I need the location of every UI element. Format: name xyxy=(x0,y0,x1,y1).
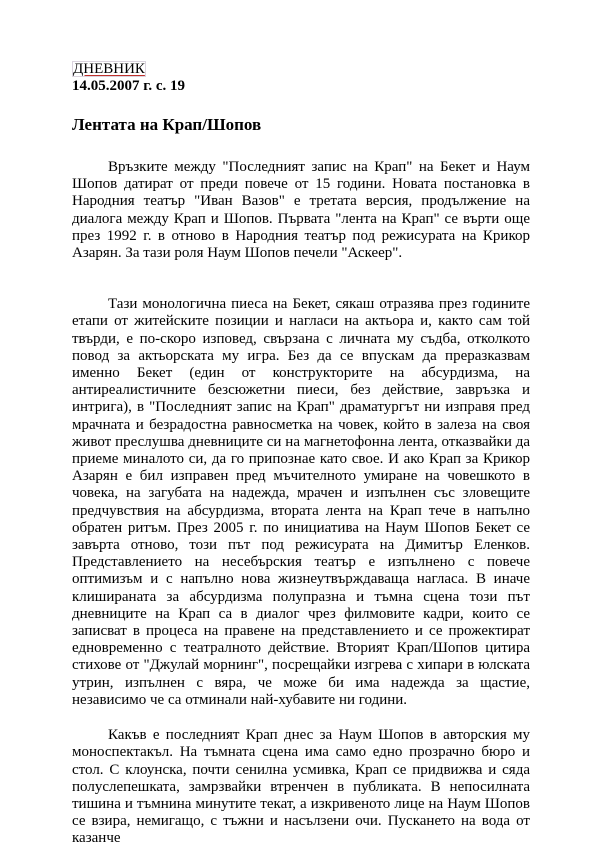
paragraph-3: Какъв е последният Крап днес за Наум Шопов в авторския му моноспектакъл. На тъмната сцена има само едно прозрачно бюро и стол. С клоунска, почти сенилна усмивка, Крап се придвижва и сяда полуслепешката, замрзвайки втренчен в публиката. В непосилната тишина и тъмнина минутите текат, а изкривеното лице на Наум Шопов се взира, немигащо, с тъжни и насълзени очи. Пускането на вода от казанче xyxy=(72,727,530,847)
document-page xyxy=(72,60,530,848)
source-name: ДНЕВНИК xyxy=(73,61,145,77)
dateline: 14.05.2007 г. с. 19 xyxy=(72,78,186,94)
paragraph-1: Връзките между "Последният запис на Крап" на Бекет и Наум Шопов датират от преди повече от 15 години. Новата постановка в Народния театър "Иван Вазов" е третата версия, продължение на диалога между Крап и Шопов. Първата "лента на Крап" се върти още през 1992 г. в отново в Народния театър под режисурата на Крикор Азарян. За тази роля Наум Шопов печели "Аскеер". xyxy=(72,159,530,262)
article-title: Лентата на Крап/Шопов xyxy=(72,115,262,134)
paragraph-2: Тази монологична пиеса на Бекет, сякаш отразява през годините етапи от житейските позиции и нагласи на актьора и, както сам той твърди, е по-скоро изповед, свързана с личната му съдба, отколкото повод за актьорската му игра. Без да се впускам да преразказвам именно Бекет (един от конструкторите на абсурдизма, на антиреалистичните безсюжетни пиеси, без действие, завръзка и интрига), в "Последният запис на Крап" драматургът ни изправя пред мрачната и безрадостна равносметка на човек, който в залеза на своя живот преслушва дневниците си на магнетофонна лента, отказвайки да приеме миналото си, да го припознае като свое. И ако Крап за Крикор Азарян е бил изправен пред мъчителното умиране на човешкото в човека, на загубата на надежда, мрачен и изпълнен със зловещите предчувствия на абсурдизма, втората лента на Крап тече в напълно обратен ритъм. През 2005 г. по инициатива на Наум Шопов Бекет се завърта отново, този път под режисурата на Димитър Еленков. Представлението на несебърския театър е изпълнено с повече оптимизъм и с напълно нова жизнеутвърждаваща нагласа. В иначе клишираната за абсурдизма полупразна и тъмна сцена този път дневниците на Крап са в диалог чрез филмовите кадри, които се записват в процеса на правене на представлението и се прожектират едновременно с театралното действие. Вторият Крап/Шопов цитира стихове от "Джулай морнинг", посрещайки изгрева с хипари в юлската утрин, изпълнен с вяра, че може би има надежда за щастие, независимо че са отминали най-хубавите ни години. xyxy=(72,296,530,708)
publication-source xyxy=(72,60,530,78)
